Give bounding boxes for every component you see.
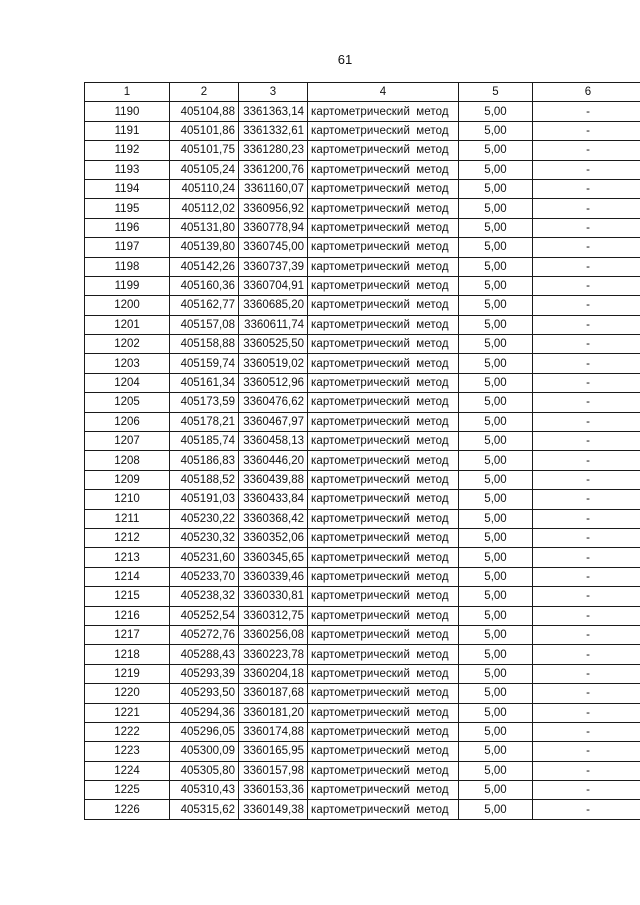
method-cell: картометрический метод <box>308 102 459 121</box>
x-coordinate-cell: 405142,26 <box>170 257 239 276</box>
method-cell: картометрический метод <box>308 160 459 179</box>
x-coordinate-cell: 405186,83 <box>170 451 239 470</box>
note-cell: - <box>533 102 640 121</box>
table-row <box>85 160 640 179</box>
note-cell: - <box>533 335 640 354</box>
point-number-cell: 1208 <box>85 451 170 470</box>
x-coordinate-cell: 405294,36 <box>170 703 239 722</box>
point-number-cell: 1220 <box>85 684 170 703</box>
x-coordinate-cell: 405101,75 <box>170 141 239 160</box>
x-coordinate-cell: 405191,03 <box>170 490 239 509</box>
point-number-cell: 1199 <box>85 276 170 295</box>
method-cell: картометрический метод <box>308 335 459 354</box>
point-number-cell: 1221 <box>85 703 170 722</box>
note-cell: - <box>533 800 640 819</box>
accuracy-cell: 5,00 <box>459 664 533 683</box>
accuracy-cell: 5,00 <box>459 121 533 140</box>
note-cell: - <box>533 567 640 586</box>
point-number-cell: 1203 <box>85 354 170 373</box>
table-row <box>85 742 640 761</box>
y-coordinate-cell: 3360467,97 <box>239 412 308 431</box>
x-coordinate-cell: 405159,74 <box>170 354 239 373</box>
point-number-cell: 1217 <box>85 625 170 644</box>
table-row <box>85 470 640 489</box>
method-cell: картометрический метод <box>308 645 459 664</box>
y-coordinate-cell: 3360256,08 <box>239 625 308 644</box>
table-row <box>85 121 640 140</box>
method-cell: картометрический метод <box>308 373 459 392</box>
method-cell: картометрический метод <box>308 800 459 819</box>
method-cell: картометрический метод <box>308 451 459 470</box>
note-cell: - <box>533 606 640 625</box>
x-coordinate-cell: 405188,52 <box>170 470 239 489</box>
table-row <box>85 257 640 276</box>
table-row <box>85 587 640 606</box>
y-coordinate-cell: 3360778,94 <box>239 218 308 237</box>
note-cell: - <box>533 703 640 722</box>
method-cell: картометрический метод <box>308 664 459 683</box>
x-coordinate-cell: 405230,22 <box>170 509 239 528</box>
note-cell: - <box>533 528 640 547</box>
accuracy-cell: 5,00 <box>459 218 533 237</box>
x-coordinate-cell: 405162,77 <box>170 296 239 315</box>
y-coordinate-cell: 3360704,91 <box>239 276 308 295</box>
note-cell: - <box>533 490 640 509</box>
y-coordinate-cell: 3361332,61 <box>239 121 308 140</box>
table-row <box>85 238 640 257</box>
note-cell: - <box>533 451 640 470</box>
note-cell: - <box>533 664 640 683</box>
method-cell: картометрический метод <box>308 587 459 606</box>
x-coordinate-cell: 405131,80 <box>170 218 239 237</box>
accuracy-cell: 5,00 <box>459 722 533 741</box>
y-coordinate-cell: 3360352,06 <box>239 528 308 547</box>
accuracy-cell: 5,00 <box>459 645 533 664</box>
accuracy-cell: 5,00 <box>459 393 533 412</box>
accuracy-cell: 5,00 <box>459 625 533 644</box>
table-row <box>85 199 640 218</box>
column-header-1: 1 <box>85 83 170 102</box>
accuracy-cell: 5,00 <box>459 509 533 528</box>
accuracy-cell: 5,00 <box>459 606 533 625</box>
method-cell: картометрический метод <box>308 238 459 257</box>
table-row <box>85 276 640 295</box>
table-row <box>85 141 640 160</box>
y-coordinate-cell: 3361200,76 <box>239 160 308 179</box>
x-coordinate-cell: 405288,43 <box>170 645 239 664</box>
note-cell: - <box>533 218 640 237</box>
header-row <box>85 83 640 102</box>
method-cell: картометрический метод <box>308 276 459 295</box>
y-coordinate-cell: 3360525,50 <box>239 335 308 354</box>
method-cell: картометрический метод <box>308 761 459 780</box>
accuracy-cell: 5,00 <box>459 548 533 567</box>
accuracy-cell: 5,00 <box>459 684 533 703</box>
x-coordinate-cell: 405230,32 <box>170 528 239 547</box>
y-coordinate-cell: 3360204,18 <box>239 664 308 683</box>
accuracy-cell: 5,00 <box>459 141 533 160</box>
note-cell: - <box>533 509 640 528</box>
x-coordinate-cell: 405310,43 <box>170 781 239 800</box>
note-cell: - <box>533 722 640 741</box>
point-number-cell: 1224 <box>85 761 170 780</box>
point-number-cell: 1195 <box>85 199 170 218</box>
method-cell: картометрический метод <box>308 606 459 625</box>
table-row <box>85 412 640 431</box>
x-coordinate-cell: 405157,08 <box>170 315 239 334</box>
method-cell: картометрический метод <box>308 528 459 547</box>
note-cell: - <box>533 761 640 780</box>
y-coordinate-cell: 3360312,75 <box>239 606 308 625</box>
table-row <box>85 684 640 703</box>
y-coordinate-cell: 3360439,88 <box>239 470 308 489</box>
y-coordinate-cell: 3360512,96 <box>239 373 308 392</box>
point-number-cell: 1194 <box>85 179 170 198</box>
note-cell: - <box>533 412 640 431</box>
point-number-cell: 1192 <box>85 141 170 160</box>
note-cell: - <box>533 393 640 412</box>
table-row <box>85 315 640 334</box>
point-number-cell: 1197 <box>85 238 170 257</box>
point-number-cell: 1190 <box>85 102 170 121</box>
note-cell: - <box>533 742 640 761</box>
accuracy-cell: 5,00 <box>459 761 533 780</box>
note-cell: - <box>533 179 640 198</box>
accuracy-cell: 5,00 <box>459 315 533 334</box>
table-row <box>85 606 640 625</box>
note-cell: - <box>533 587 640 606</box>
method-cell: картометрический метод <box>308 354 459 373</box>
table-row <box>85 567 640 586</box>
y-coordinate-cell: 3361160,07 <box>239 179 308 198</box>
method-cell: картометрический метод <box>308 548 459 567</box>
y-coordinate-cell: 3360339,46 <box>239 567 308 586</box>
point-number-cell: 1216 <box>85 606 170 625</box>
x-coordinate-cell: 405101,86 <box>170 121 239 140</box>
x-coordinate-cell: 405238,32 <box>170 587 239 606</box>
x-coordinate-cell: 405233,70 <box>170 567 239 586</box>
table-row <box>85 800 640 819</box>
method-cell: картометрический метод <box>308 432 459 451</box>
x-coordinate-cell: 405305,80 <box>170 761 239 780</box>
method-cell: картометрический метод <box>308 470 459 489</box>
method-cell: картометрический метод <box>308 781 459 800</box>
y-coordinate-cell: 3360745,00 <box>239 238 308 257</box>
x-coordinate-cell: 405158,88 <box>170 335 239 354</box>
table-row <box>85 664 640 683</box>
y-coordinate-cell: 3360433,84 <box>239 490 308 509</box>
note-cell: - <box>533 238 640 257</box>
accuracy-cell: 5,00 <box>459 781 533 800</box>
accuracy-cell: 5,00 <box>459 587 533 606</box>
method-cell: картометрический метод <box>308 218 459 237</box>
x-coordinate-cell: 405296,05 <box>170 722 239 741</box>
x-coordinate-cell: 405139,80 <box>170 238 239 257</box>
point-number-cell: 1213 <box>85 548 170 567</box>
note-cell: - <box>533 276 640 295</box>
point-number-cell: 1214 <box>85 567 170 586</box>
method-cell: картометрический метод <box>308 490 459 509</box>
point-number-cell: 1211 <box>85 509 170 528</box>
accuracy-cell: 5,00 <box>459 102 533 121</box>
point-number-cell: 1223 <box>85 742 170 761</box>
accuracy-cell: 5,00 <box>459 800 533 819</box>
table-row <box>85 373 640 392</box>
accuracy-cell: 5,00 <box>459 160 533 179</box>
note-cell: - <box>533 470 640 489</box>
method-cell: картометрический метод <box>308 315 459 334</box>
table-row <box>85 625 640 644</box>
accuracy-cell: 5,00 <box>459 703 533 722</box>
point-number-cell: 1215 <box>85 587 170 606</box>
y-coordinate-cell: 3360153,36 <box>239 781 308 800</box>
point-number-cell: 1219 <box>85 664 170 683</box>
point-number-cell: 1210 <box>85 490 170 509</box>
point-number-cell: 1202 <box>85 335 170 354</box>
point-number-cell: 1201 <box>85 315 170 334</box>
accuracy-cell: 5,00 <box>459 199 533 218</box>
accuracy-cell: 5,00 <box>459 179 533 198</box>
note-cell: - <box>533 684 640 703</box>
point-number-cell: 1204 <box>85 373 170 392</box>
accuracy-cell: 5,00 <box>459 567 533 586</box>
y-coordinate-cell: 3360458,13 <box>239 432 308 451</box>
x-coordinate-cell: 405104,88 <box>170 102 239 121</box>
y-coordinate-cell: 3360181,20 <box>239 703 308 722</box>
table-row <box>85 703 640 722</box>
point-number-cell: 1209 <box>85 470 170 489</box>
y-coordinate-cell: 3360149,38 <box>239 800 308 819</box>
x-coordinate-cell: 405161,34 <box>170 373 239 392</box>
table-row <box>85 781 640 800</box>
table-row <box>85 451 640 470</box>
method-cell: картометрический метод <box>308 509 459 528</box>
table-row <box>85 354 640 373</box>
note-cell: - <box>533 141 640 160</box>
accuracy-cell: 5,00 <box>459 470 533 489</box>
point-number-cell: 1206 <box>85 412 170 431</box>
y-coordinate-cell: 3360519,02 <box>239 354 308 373</box>
method-cell: картометрический метод <box>308 296 459 315</box>
x-coordinate-cell: 405272,76 <box>170 625 239 644</box>
point-number-cell: 1222 <box>85 722 170 741</box>
method-cell: картометрический метод <box>308 625 459 644</box>
y-coordinate-cell: 3360223,78 <box>239 645 308 664</box>
table-header <box>85 83 640 102</box>
point-number-cell: 1193 <box>85 160 170 179</box>
note-cell: - <box>533 432 640 451</box>
method-cell: картометрический метод <box>308 742 459 761</box>
page-number: 61 <box>337 52 353 67</box>
column-header-2: 2 <box>170 83 239 102</box>
point-number-cell: 1212 <box>85 528 170 547</box>
method-cell: картометрический метод <box>308 199 459 218</box>
note-cell: - <box>533 257 640 276</box>
y-coordinate-cell: 3360165,95 <box>239 742 308 761</box>
y-coordinate-cell: 3360737,39 <box>239 257 308 276</box>
accuracy-cell: 5,00 <box>459 412 533 431</box>
table-row <box>85 102 640 121</box>
point-number-cell: 1205 <box>85 393 170 412</box>
accuracy-cell: 5,00 <box>459 432 533 451</box>
note-cell: - <box>533 645 640 664</box>
table-row <box>85 509 640 528</box>
x-coordinate-cell: 405252,54 <box>170 606 239 625</box>
x-coordinate-cell: 405112,02 <box>170 199 239 218</box>
method-cell: картометрический метод <box>308 684 459 703</box>
point-number-cell: 1207 <box>85 432 170 451</box>
table-row <box>85 548 640 567</box>
x-coordinate-cell: 405110,24 <box>170 179 239 198</box>
note-cell: - <box>533 315 640 334</box>
accuracy-cell: 5,00 <box>459 257 533 276</box>
y-coordinate-cell: 3360157,98 <box>239 761 308 780</box>
x-coordinate-cell: 405173,59 <box>170 393 239 412</box>
accuracy-cell: 5,00 <box>459 490 533 509</box>
note-cell: - <box>533 781 640 800</box>
point-number-cell: 1196 <box>85 218 170 237</box>
y-coordinate-cell: 3361280,23 <box>239 141 308 160</box>
method-cell: картометрический метод <box>308 141 459 160</box>
y-coordinate-cell: 3360446,20 <box>239 451 308 470</box>
note-cell: - <box>533 296 640 315</box>
accuracy-cell: 5,00 <box>459 451 533 470</box>
point-number-cell: 1225 <box>85 781 170 800</box>
x-coordinate-cell: 405315,62 <box>170 800 239 819</box>
method-cell: картометрический метод <box>308 567 459 586</box>
y-coordinate-cell: 3360368,42 <box>239 509 308 528</box>
accuracy-cell: 5,00 <box>459 335 533 354</box>
y-coordinate-cell: 3360956,92 <box>239 199 308 218</box>
x-coordinate-cell: 405185,74 <box>170 432 239 451</box>
column-header-3: 3 <box>239 83 308 102</box>
y-coordinate-cell: 3360476,62 <box>239 393 308 412</box>
method-cell: картометрический метод <box>308 412 459 431</box>
note-cell: - <box>533 121 640 140</box>
accuracy-cell: 5,00 <box>459 742 533 761</box>
point-number-cell: 1218 <box>85 645 170 664</box>
point-number-cell: 1200 <box>85 296 170 315</box>
y-coordinate-cell: 3360345,65 <box>239 548 308 567</box>
table-row <box>85 528 640 547</box>
y-coordinate-cell: 3361363,14 <box>239 102 308 121</box>
y-coordinate-cell: 3360685,20 <box>239 296 308 315</box>
x-coordinate-cell: 405300,09 <box>170 742 239 761</box>
method-cell: картометрический метод <box>308 722 459 741</box>
y-coordinate-cell: 3360330,81 <box>239 587 308 606</box>
column-header-4: 4 <box>308 83 459 102</box>
y-coordinate-cell: 3360611,74 <box>239 315 308 334</box>
point-number-cell: 1191 <box>85 121 170 140</box>
table-row <box>85 335 640 354</box>
accuracy-cell: 5,00 <box>459 373 533 392</box>
table-body <box>85 102 640 819</box>
table-row <box>85 296 640 315</box>
x-coordinate-cell: 405293,50 <box>170 684 239 703</box>
method-cell: картометрический метод <box>308 179 459 198</box>
table-row <box>85 761 640 780</box>
table-row <box>85 432 640 451</box>
x-coordinate-cell: 405178,21 <box>170 412 239 431</box>
column-header-6: 6 <box>533 83 640 102</box>
y-coordinate-cell: 3360174,88 <box>239 722 308 741</box>
accuracy-cell: 5,00 <box>459 238 533 257</box>
note-cell: - <box>533 160 640 179</box>
table-row <box>85 722 640 741</box>
accuracy-cell: 5,00 <box>459 296 533 315</box>
coordinates-table <box>84 82 640 820</box>
x-coordinate-cell: 405231,60 <box>170 548 239 567</box>
note-cell: - <box>533 548 640 567</box>
column-header-5: 5 <box>459 83 533 102</box>
table-row <box>85 393 640 412</box>
method-cell: картометрический метод <box>308 393 459 412</box>
x-coordinate-cell: 405105,24 <box>170 160 239 179</box>
accuracy-cell: 5,00 <box>459 354 533 373</box>
table-row <box>85 490 640 509</box>
table-row <box>85 645 640 664</box>
accuracy-cell: 5,00 <box>459 276 533 295</box>
note-cell: - <box>533 199 640 218</box>
method-cell: картометрический метод <box>308 703 459 722</box>
point-number-cell: 1198 <box>85 257 170 276</box>
note-cell: - <box>533 625 640 644</box>
method-cell: картометрический метод <box>308 121 459 140</box>
x-coordinate-cell: 405160,36 <box>170 276 239 295</box>
note-cell: - <box>533 373 640 392</box>
point-number-cell: 1226 <box>85 800 170 819</box>
method-cell: картометрический метод <box>308 257 459 276</box>
y-coordinate-cell: 3360187,68 <box>239 684 308 703</box>
x-coordinate-cell: 405293,39 <box>170 664 239 683</box>
table-row <box>85 179 640 198</box>
accuracy-cell: 5,00 <box>459 528 533 547</box>
table-row <box>85 218 640 237</box>
note-cell: - <box>533 354 640 373</box>
